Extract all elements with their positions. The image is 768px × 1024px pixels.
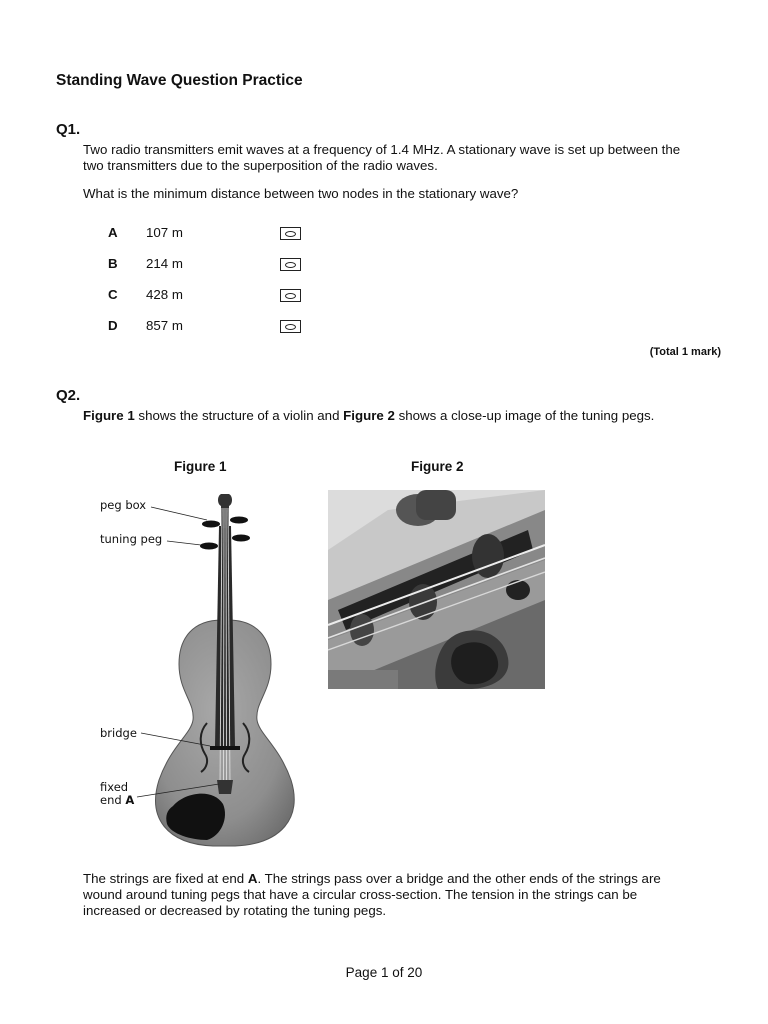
page-footer: Page 1 of 20 [345,965,423,980]
q2-number: Q2. [56,387,81,404]
figure2-ref: Figure 2 [343,408,395,423]
option-d-value: 857 m [146,318,183,333]
option-a-value: 107 m [146,225,183,240]
page-number: 1 [380,965,389,980]
q1-text: Two radio transmitters emit waves at a frequency of 1.4 MHz. A stationary wave is set up between the two transmitters due to the superposition of the radio waves. [83,142,681,173]
oval-icon [285,324,296,330]
option-b-value: 214 m [146,256,183,271]
figure2-title: Figure 2 [411,459,464,474]
figure1-title: Figure 1 [174,459,227,474]
label-end-a: end A [100,793,135,807]
option-c-value: 428 m [146,287,183,302]
option-d-letter: D [108,318,118,333]
figure1-ref: Figure 1 [83,408,135,423]
q2-intro: Figure 1 shows the structure of a violin and Figure 2 shows a close-up image of the tuning pegs. [83,408,655,423]
oval-icon [285,262,296,268]
option-c-letter: C [108,287,118,302]
q1-total-mark: (Total 1 mark) [649,346,721,358]
q1-number: Q1. [56,121,81,138]
page-total: 20 [407,965,423,980]
tuning-pegs-image [328,490,545,689]
option-d-radio[interactable] [280,320,301,333]
page-title: Standing Wave Question Practice [56,72,303,89]
label-tuning-peg: tuning peg [100,532,163,546]
q2-paragraph: The strings are fixed at end A. The strings pass over a bridge and the other ends of the strings are wound around tuning pegs that have a circular cross-section. The tension in the strings can be increased or decreased by rotating the tuning pegs. [83,871,661,918]
option-b-letter: B [108,256,118,271]
label-bridge: bridge [100,726,137,740]
figure2-tuning-pegs-photo [328,490,545,689]
label-fixed: fixed [100,780,129,794]
option-a-letter: A [108,225,118,240]
oval-icon [285,231,296,237]
figure1-violin-diagram [95,488,310,853]
oval-icon [285,293,296,299]
option-b-radio[interactable] [280,258,301,271]
label-peg-box: peg box [100,498,147,512]
q1-question: What is the minimum distance between two nodes in the stationary wave? [83,186,519,201]
option-c-radio[interactable] [280,289,301,302]
option-a-radio[interactable] [280,227,301,240]
